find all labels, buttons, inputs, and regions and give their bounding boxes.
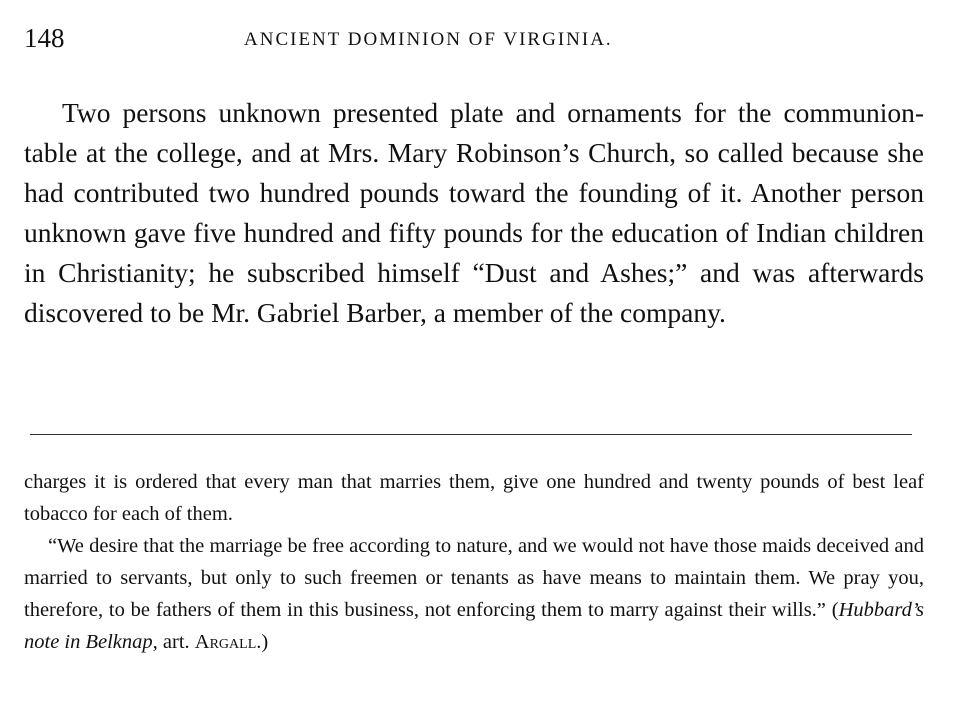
footnote-line-1: charges it is ordered that every man that marries them, give one hundred and twenty pounds of best leaf tobacco for each of them. <box>24 471 924 525</box>
citation-open: ( <box>831 599 839 621</box>
running-title: ANCIENT DOMINION OF VIRGINIA. <box>244 29 613 50</box>
footnote-quote-text: “We desire that the marriage be free according to nature, and we would not have those maids deceived and married to servants, but only to such freemen or tenants as have means to maintain them. We pray you, therefore, to be fathers of them in this business, not enforcing them to marry against their wills.” <box>24 535 924 621</box>
citation-art: , art. <box>152 631 195 653</box>
footnote-quote <box>24 530 924 658</box>
main-text <box>24 93 924 333</box>
footnote <box>24 466 924 658</box>
citation-source: Hubbard’s note in Belknap <box>24 599 924 653</box>
main-paragraph: Two persons unknown presented plate and ornaments for the communion-table at the college, and at Mrs. Mary Robinson’s Church, so called because she had contributed two hundred pounds toward the founding of it. Another person unknown gave five hundred and fifty pounds for the education of Indian children in Christianity; he subscribed himself “Dust and Ashes;” and was afterwards discovered to be Mr. Gabriel Barber, a member of the company. <box>24 97 924 328</box>
footnote-divider <box>30 434 912 435</box>
citation-name: Argall <box>194 631 257 653</box>
citation-close: .) <box>256 631 269 653</box>
page-number: 148 <box>24 23 65 53</box>
page-header <box>24 20 924 56</box>
